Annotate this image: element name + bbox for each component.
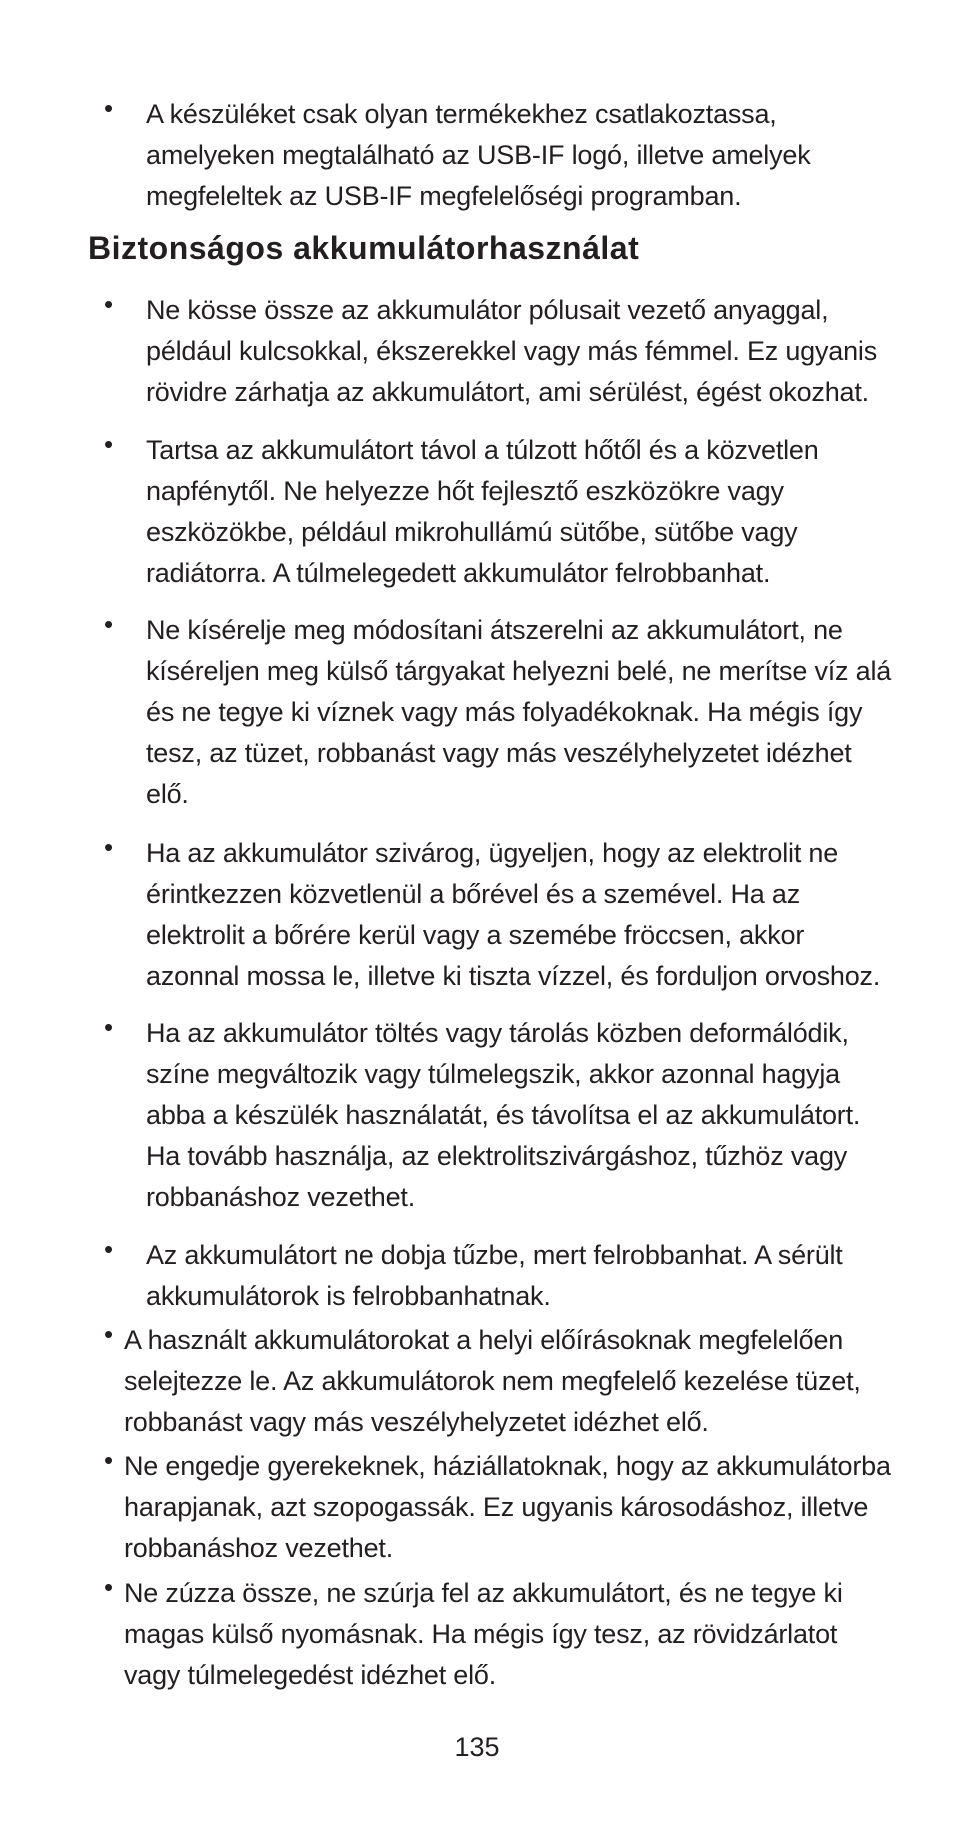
bullet-icon: •	[104, 1445, 113, 1475]
list-item-text: Ne kösse össze az akkumulátor pólusait vezető anyaggal, például kulcsokkal, ékszerekkel vagy más fémmel. Ez ugyanis rövidre zárhatja az akkumulátort, ami sérülést, égést okozhat.	[146, 295, 878, 407]
list-item-text: Az akkumulátort ne dobja tűzbe, mert felrobbanhat. A sérült akkumulátorok is felrobbanhatnak.	[146, 1240, 843, 1311]
page-number: 135	[454, 1732, 500, 1762]
list-item-text: A használt akkumulátorokat a helyi előírásoknak megfelelően selejtezze le. Az akkumulátorok nem megfelelő kezelése tüzet, robbanást vagy más veszélyhelyzetet idézhet elő.	[124, 1325, 861, 1437]
list-item-text: Ha az akkumulátor töltés vagy tárolás közben deformálódik, színe megváltozik vagy túlmelegszik, akkor azonnal hagyja abba a készülék használatát, és távolítsa el az akkumulátort. Ha tovább használja, az elektrolitszivárgáshoz, tűzhöz vagy robbanáshoz vezethet.	[146, 1018, 861, 1212]
list-item	[0, 833, 954, 997]
list-item	[0, 290, 954, 413]
bullet-icon: •	[104, 1234, 113, 1264]
bullet-icon: •	[104, 93, 113, 123]
section-heading: Biztonságos akkumulátorhasználat	[88, 230, 640, 266]
list-item-text: Ne zúzza össze, ne szúrja fel az akkumulátort, és ne tegye ki magas külső nyomásnak. Ha mégis így tesz, az rövidzárlatot vagy túlmelegedést idézhet elő.	[124, 1578, 843, 1690]
list-item	[0, 94, 954, 217]
list-item	[0, 1235, 954, 1317]
list-item-text: Ne engedje gyerekeknek, háziállatoknak, hogy az akkumulátorba harapjanak, azt szopogassák. Ez ugyanis károsodáshoz, illetve robbanáshoz vezethet.	[124, 1451, 891, 1563]
intro-list	[0, 94, 954, 217]
bullet-icon: •	[104, 1572, 113, 1602]
list-item-text: Ne kísérelje meg módosítani átszerelni az akkumulátort, ne kíséreljen meg külső tárgyakat helyezni belé, ne merítse víz alá és ne tegye ki víznek vagy más folyadékoknak. Ha mégis így tesz, az tüzet, robbanást vagy más veszélyhelyzetet idézhet elő.	[146, 615, 892, 809]
list-item-text: Tartsa az akkumulátort távol a túlzott hőtől és a közvetlen napfénytől. Ne helyezze hőt fejlesztő eszközökre vagy eszközökbe, például mikrohullámú sütőbe, sütőbe vagy radiátorra. A túlmelegedett akkumulátor felrobbanhat.	[146, 435, 819, 588]
bullet-icon: •	[104, 609, 113, 639]
bullet-icon: •	[104, 289, 113, 319]
list-item	[0, 430, 954, 594]
bullet-icon: •	[104, 429, 113, 459]
list-item-text: A készüléket csak olyan termékekhez csatlakoztassa, amelyeken megtalálható az USB-IF logó, illetve amelyek megfeleltek az USB-IF megfelelőségi programban.	[146, 99, 811, 211]
list-item	[0, 1446, 954, 1569]
bullet-icon: •	[104, 832, 113, 862]
list-item	[0, 1320, 954, 1443]
list-item	[0, 610, 954, 815]
list-item	[0, 1013, 954, 1218]
list-item	[0, 1573, 954, 1696]
bullet-icon: •	[104, 1319, 113, 1349]
list-item-text: Ha az akkumulátor szivárog, ügyeljen, hogy az elektrolit ne érintkezzen közvetlenül a bőrével és a szemével. Ha az elektrolit a bőrére kerül vagy a szemébe fröccsen, akkor azonnal mossa le, illetve ki tiszta vízzel, és forduljon orvoshoz.	[146, 838, 881, 991]
bullet-icon: •	[104, 1012, 113, 1042]
